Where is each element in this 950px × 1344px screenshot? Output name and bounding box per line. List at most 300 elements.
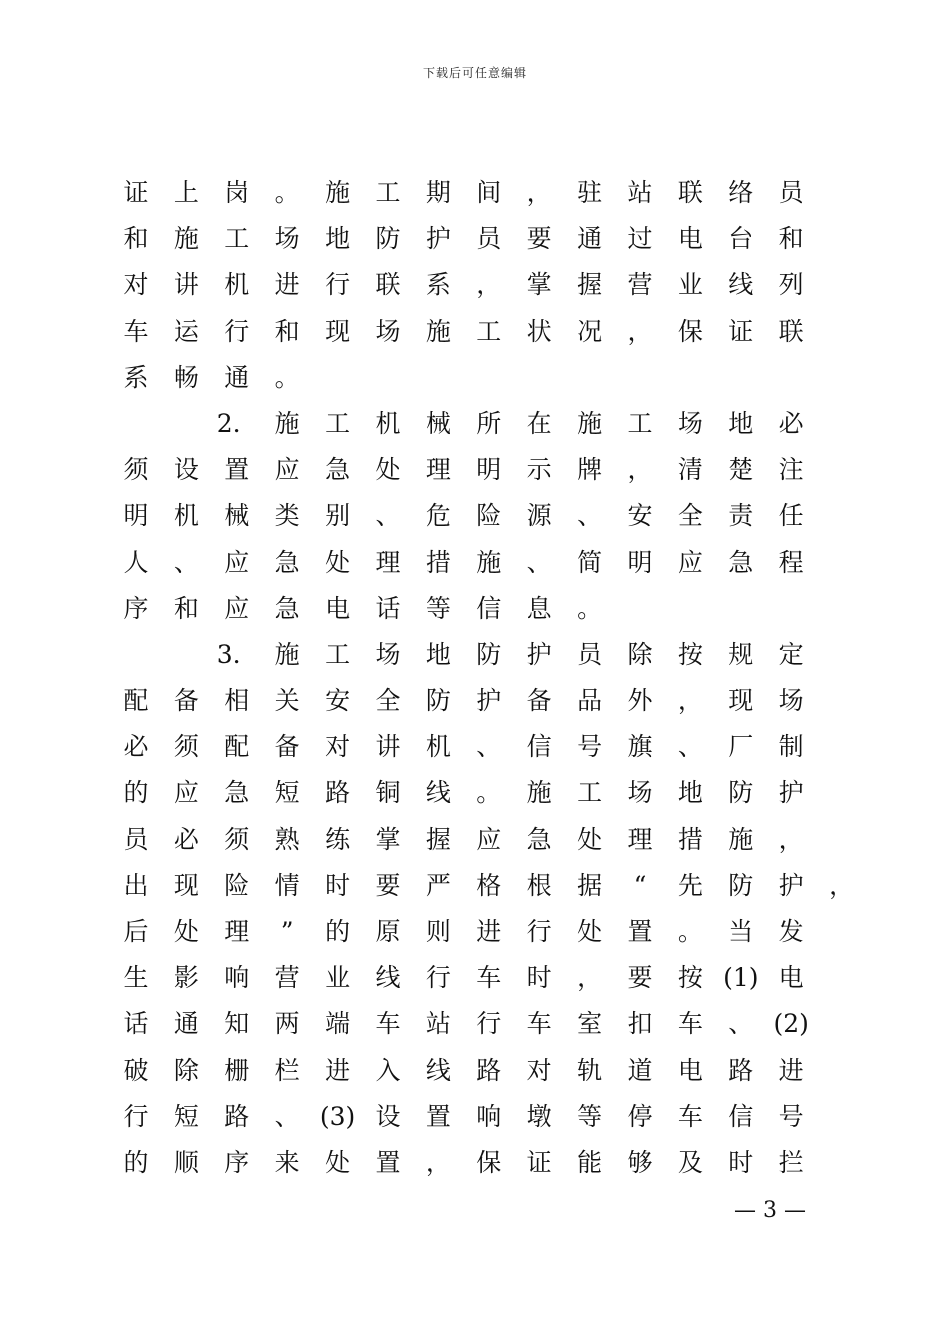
text-char: 业 (677, 270, 703, 300)
document-body (0, 170, 950, 1186)
text-char: 。 (677, 917, 703, 946)
text-char: 对 (123, 270, 149, 300)
text-char: 设 (173, 455, 199, 485)
text-line (0, 355, 950, 401)
text-char: 通 (224, 362, 250, 392)
text-char: 握 (425, 824, 451, 854)
text-char: 号 (778, 1101, 804, 1131)
text-char: 讲 (375, 732, 401, 762)
text-char: 室 (577, 1009, 603, 1039)
text-char: 按 (677, 963, 703, 993)
text-char: 证 (123, 178, 149, 207)
text-char: (1) (723, 963, 759, 993)
text-char: 安 (325, 686, 351, 716)
text-char: 电 (677, 224, 703, 254)
text-char: 处 (325, 547, 351, 577)
text-char: 原 (375, 917, 401, 946)
text-char: 对 (325, 732, 351, 762)
text-char: 明 (476, 455, 502, 485)
text-char: 线 (728, 270, 754, 300)
text-char: 按 (677, 639, 703, 669)
text-line (0, 955, 950, 1001)
text-char: ” (280, 917, 294, 946)
text-char: 台 (728, 224, 754, 254)
text-char: 责 (728, 501, 754, 531)
text-char: 员 (577, 639, 603, 669)
text-char: 对 (526, 1055, 552, 1085)
text-char: 备 (274, 732, 300, 762)
text-char: 信 (476, 593, 502, 623)
text-char: 急 (224, 778, 250, 808)
text-char: 运 (173, 316, 199, 346)
text-char: 须 (224, 824, 250, 854)
text-char: 能 (577, 1147, 603, 1177)
text-char: 响 (224, 963, 250, 993)
text-char: 现 (173, 870, 199, 900)
text-char: 进 (274, 270, 300, 300)
text-char: 保 (476, 1147, 502, 1177)
text-char: ， (526, 178, 552, 207)
text-char: 轨 (577, 1055, 603, 1085)
text-char: 掌 (526, 270, 552, 300)
text-line (0, 401, 950, 447)
text-char: 道 (627, 1055, 653, 1085)
text-char: 响 (476, 1101, 502, 1131)
text-char: 厂 (728, 732, 754, 762)
text-char: 站 (627, 178, 653, 207)
text-char: (2) (773, 1009, 809, 1039)
text-char: 工 (325, 408, 351, 438)
text-char: 现 (325, 316, 351, 346)
text-char: 破 (123, 1055, 149, 1085)
text-char: 置 (375, 1147, 401, 1177)
text-char: 全 (375, 686, 401, 716)
text-char: 旗 (627, 732, 653, 762)
text-char: 必 (123, 732, 149, 762)
text-line (0, 909, 950, 955)
text-char: 理 (627, 824, 653, 854)
text-line (0, 1140, 950, 1186)
text-char: 必 (778, 408, 804, 438)
text-char: 楚 (728, 455, 754, 485)
text-char: 械 (224, 501, 250, 531)
text-char: 电 (677, 1055, 703, 1085)
text-char: 置 (224, 455, 250, 485)
text-char: (3) (319, 1101, 356, 1131)
text-char: 停 (627, 1101, 653, 1131)
text-char: 应 (274, 455, 300, 485)
text-char: 路 (224, 1101, 250, 1131)
text-char: 栏 (274, 1055, 300, 1085)
text-char: 场 (627, 778, 653, 808)
text-char: 处 (325, 1147, 351, 1177)
text-line (0, 724, 950, 770)
text-char: 路 (325, 778, 351, 808)
text-char: 处 (577, 917, 603, 946)
text-char: 话 (123, 1009, 149, 1039)
text-char: 处 (173, 917, 199, 946)
text-char: 信 (728, 1101, 754, 1131)
text-char: 络 (728, 178, 754, 207)
text-char: 当 (728, 917, 754, 946)
page-number: — 3 — (734, 1198, 806, 1223)
text-char: 施 (173, 224, 199, 254)
text-char: 防 (728, 778, 754, 808)
text-char: 防 (728, 870, 754, 900)
text-char: 护 (425, 224, 451, 254)
text-char: 时 (526, 963, 552, 993)
text-char: 车 (476, 963, 502, 993)
text-char: 施 (577, 408, 603, 438)
text-char: 、 (274, 1101, 300, 1131)
text-char: 地 (425, 639, 451, 669)
text-char: 应 (173, 778, 199, 808)
text-char: 明 (627, 547, 653, 577)
text-char: 系 (425, 270, 451, 300)
text-char: 急 (325, 455, 351, 485)
text-char: 工 (224, 224, 250, 254)
text-char: 车 (677, 1009, 703, 1039)
text-char: 间 (476, 178, 502, 207)
text-char: ， (627, 455, 653, 485)
text-char: 驻 (577, 178, 603, 207)
text-char: 急 (526, 824, 552, 854)
text-char: 墩 (526, 1101, 552, 1131)
text-char: 理 (425, 455, 451, 485)
text-char: 、 (728, 1009, 754, 1039)
text-char: 简 (577, 547, 603, 577)
text-line (0, 216, 950, 262)
text-char: 3． (216, 639, 258, 669)
text-char: 时 (325, 870, 351, 900)
text-char: 急 (274, 547, 300, 577)
text-char: 营 (274, 963, 300, 993)
text-char: 品 (577, 686, 603, 716)
text-char: 行 (325, 270, 351, 300)
text-char: 员 (476, 224, 502, 254)
text-char: 车 (677, 1101, 703, 1131)
text-char: ， (577, 963, 603, 993)
text-char: 铜 (375, 778, 401, 808)
text-char: 险 (476, 501, 502, 531)
text-char: 过 (627, 224, 653, 254)
text-char: 熟 (274, 824, 300, 854)
text-char: 进 (325, 1055, 351, 1085)
text-char: 严 (425, 870, 451, 900)
text-char: 施 (526, 778, 552, 808)
text-char: 全 (677, 501, 703, 531)
text-char: 的 (123, 1147, 149, 1177)
text-char: 情 (274, 870, 300, 900)
text-char: 要 (526, 224, 552, 254)
text-char: ， (627, 316, 653, 346)
text-char: 车 (375, 1009, 401, 1039)
text-char: 练 (325, 824, 351, 854)
text-char: 来 (274, 1147, 300, 1177)
text-char: 工 (577, 778, 603, 808)
text-char: 场 (677, 408, 703, 438)
text-char: 保 (677, 316, 703, 346)
text-char: 施 (325, 178, 351, 207)
text-char: 相 (224, 686, 250, 716)
text-char: 状 (526, 316, 552, 346)
text-char: 话 (375, 593, 401, 623)
text-char: 、 (577, 501, 603, 531)
text-char: 地 (677, 778, 703, 808)
text-char: 机 (375, 408, 401, 438)
text-char: 定 (778, 639, 804, 669)
text-char: ， (425, 1147, 451, 1177)
text-line (0, 632, 950, 678)
text-char: 应 (476, 824, 502, 854)
text-char: 险 (224, 870, 250, 900)
text-char: 生 (123, 963, 149, 993)
text-char: 和 (274, 316, 300, 346)
text-char: 联 (778, 316, 804, 346)
text-char: 线 (375, 963, 401, 993)
text-char: 要 (375, 870, 401, 900)
text-char: 、 (677, 732, 703, 762)
text-char: 握 (577, 270, 603, 300)
text-char: 。 (577, 593, 603, 623)
text-char: 畅 (173, 362, 199, 392)
text-line (0, 1048, 950, 1094)
text-char: 置 (425, 1101, 451, 1131)
text-char: 场 (778, 686, 804, 716)
text-char: 行 (123, 1101, 149, 1131)
text-char: 证 (728, 316, 754, 346)
text-char: 营 (627, 270, 653, 300)
text-char: 两 (274, 1009, 300, 1039)
text-char: 路 (476, 1055, 502, 1085)
text-line (0, 586, 950, 632)
text-char: 人 (123, 547, 149, 577)
text-char: ， (829, 870, 855, 900)
text-char: 程 (778, 547, 804, 577)
text-line (0, 863, 950, 909)
text-char: 联 (375, 270, 401, 300)
text-char: 号 (577, 732, 603, 762)
text-char: 够 (627, 1147, 653, 1177)
text-line (0, 262, 950, 308)
text-char: 地 (325, 224, 351, 254)
text-char: ， (476, 270, 502, 300)
text-char: 机 (173, 501, 199, 531)
text-char: 工 (627, 408, 653, 438)
text-char: 业 (325, 963, 351, 993)
text-line (0, 540, 950, 586)
text-char: 场 (375, 316, 401, 346)
text-char: 备 (526, 686, 552, 716)
text-char: 行 (425, 963, 451, 993)
text-char: 等 (577, 1101, 603, 1131)
text-char: 后 (123, 917, 149, 946)
text-char: 格 (476, 870, 502, 900)
text-char: 施 (274, 408, 300, 438)
text-char: 顺 (173, 1147, 199, 1177)
text-char: 必 (173, 824, 199, 854)
text-char: 除 (627, 639, 653, 669)
text-char: 注 (778, 455, 804, 485)
text-char: 线 (425, 1055, 451, 1085)
text-char: 的 (325, 917, 351, 946)
text-char: 等 (425, 593, 451, 623)
text-char: 行 (476, 1009, 502, 1039)
text-char: 拦 (778, 1147, 804, 1177)
text-char: 备 (173, 686, 199, 716)
text-char: 急 (274, 593, 300, 623)
text-char: 、 (173, 547, 199, 577)
text-char: 任 (778, 501, 804, 531)
text-char: 栅 (224, 1055, 250, 1085)
text-char: 和 (123, 224, 149, 254)
text-line (0, 1094, 950, 1140)
text-char: 安 (627, 501, 653, 531)
text-char: 危 (425, 501, 451, 531)
text-char: 现 (728, 686, 754, 716)
text-char: 时 (728, 1147, 754, 1177)
text-char: 2． (216, 408, 258, 438)
text-char: 除 (173, 1055, 199, 1085)
text-char: 和 (173, 593, 199, 623)
text-char: 措 (677, 824, 703, 854)
text-char: 据 (577, 870, 603, 900)
text-char: 行 (526, 917, 552, 946)
text-char: 理 (375, 547, 401, 577)
text-char: 要 (627, 963, 653, 993)
text-char: 施 (476, 547, 502, 577)
text-char: 、 (526, 547, 552, 577)
text-char: 护 (526, 639, 552, 669)
text-char: 配 (224, 732, 250, 762)
text-char: 车 (123, 316, 149, 346)
text-char: 短 (274, 778, 300, 808)
text-char: 急 (728, 547, 754, 577)
text-char: 证 (526, 1147, 552, 1177)
text-char: 电 (325, 593, 351, 623)
text-char: 应 (677, 547, 703, 577)
text-char: 应 (224, 593, 250, 623)
page-header: 下载后可任意编辑 (422, 66, 527, 80)
text-char: 场 (274, 224, 300, 254)
text-char: 应 (224, 547, 250, 577)
text-char: 类 (274, 501, 300, 531)
text-char: 制 (778, 732, 804, 762)
text-char: 机 (425, 732, 451, 762)
text-char: 、 (375, 501, 401, 531)
text-char: 关 (274, 686, 300, 716)
text-char: 护 (476, 686, 502, 716)
text-line (0, 770, 950, 816)
text-line (0, 817, 950, 863)
text-char: 施 (274, 639, 300, 669)
text-char: 电 (778, 963, 804, 993)
text-char: 序 (224, 1147, 250, 1177)
text-char: 示 (526, 455, 552, 485)
text-char: 知 (224, 1009, 250, 1039)
text-char: 上 (173, 178, 199, 207)
text-char: 和 (778, 224, 804, 254)
text-char: 别 (325, 501, 351, 531)
text-char: 牌 (577, 455, 603, 485)
text-char: 的 (123, 778, 149, 808)
text-char: 配 (123, 686, 149, 716)
text-char: 系 (123, 362, 149, 392)
text-char: 工 (476, 316, 502, 346)
text-char: 车 (526, 1009, 552, 1039)
text-char: 设 (375, 1101, 401, 1131)
text-char: ， (677, 686, 703, 716)
text-char: 扣 (627, 1009, 653, 1039)
text-char: 须 (123, 455, 149, 485)
text-char: 联 (677, 178, 703, 207)
text-char: 置 (627, 917, 653, 946)
text-char: 处 (375, 455, 401, 485)
text-char: 械 (425, 408, 451, 438)
text-char: 掌 (375, 824, 401, 854)
text-char: 、 (476, 732, 502, 762)
text-line (0, 170, 950, 216)
text-char: 行 (224, 316, 250, 346)
text-char: 员 (123, 824, 149, 854)
text-char: 护 (778, 870, 804, 900)
text-char: 员 (778, 178, 804, 207)
text-line (0, 678, 950, 724)
text-char: 出 (123, 870, 149, 900)
text-char: 源 (526, 501, 552, 531)
text-char: 况 (577, 316, 603, 346)
text-char: ， (778, 824, 804, 854)
text-char: 信 (526, 732, 552, 762)
text-char: 息 (526, 593, 552, 623)
text-char: 防 (375, 224, 401, 254)
text-char: 所 (476, 408, 502, 438)
text-char: 明 (123, 501, 149, 531)
text-char: “ (633, 870, 647, 900)
text-char: 及 (677, 1147, 703, 1177)
text-char: 岗 (224, 178, 250, 207)
text-char: 工 (375, 178, 401, 207)
text-char: 清 (677, 455, 703, 485)
text-char: 影 (173, 963, 199, 993)
text-char: 列 (778, 270, 804, 300)
text-line (0, 309, 950, 355)
text-char: 理 (224, 917, 250, 946)
text-char: 场 (375, 639, 401, 669)
text-char: 端 (325, 1009, 351, 1039)
text-char: 防 (425, 686, 451, 716)
text-char: 通 (577, 224, 603, 254)
text-char: 须 (173, 732, 199, 762)
text-char: 施 (728, 824, 754, 854)
text-char: 处 (577, 824, 603, 854)
text-char: 护 (778, 778, 804, 808)
text-char: 地 (728, 408, 754, 438)
text-char: 则 (425, 917, 451, 946)
text-char: 短 (173, 1101, 199, 1131)
text-char: 外 (627, 686, 653, 716)
text-char: 防 (476, 639, 502, 669)
text-char: 通 (173, 1009, 199, 1039)
text-char: 机 (224, 270, 250, 300)
text-char: 。 (476, 778, 502, 808)
text-char: 措 (425, 547, 451, 577)
text-char: 施 (425, 316, 451, 346)
text-char: 在 (526, 408, 552, 438)
text-char: 入 (375, 1055, 401, 1085)
text-line (0, 447, 950, 493)
text-char: 站 (425, 1009, 451, 1039)
